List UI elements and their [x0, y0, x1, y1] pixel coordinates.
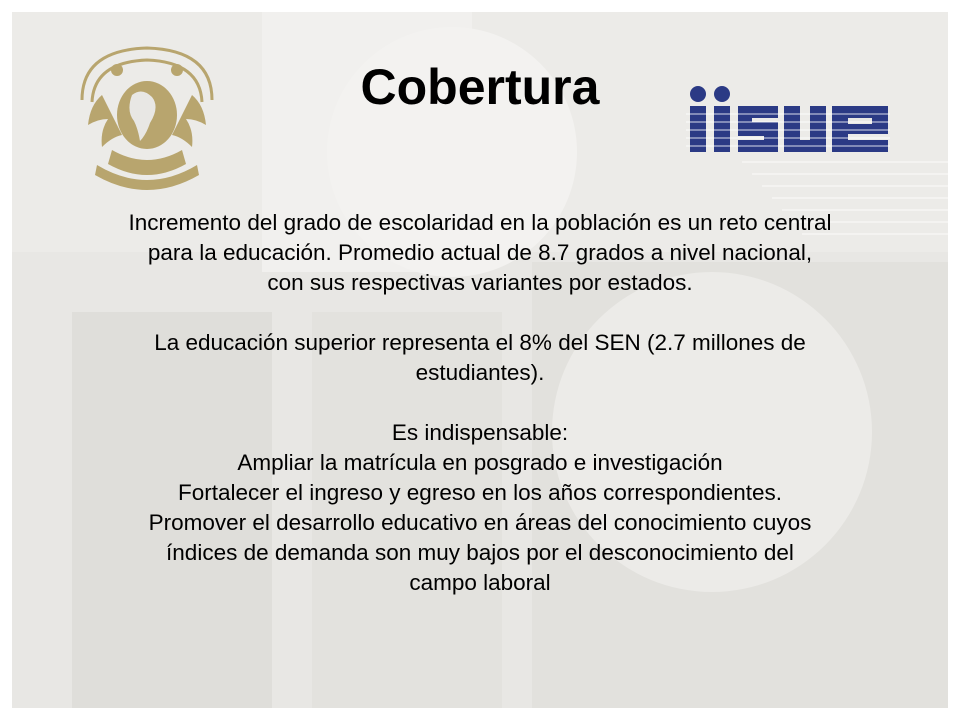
text-line: Es indispensable: [391, 420, 569, 445]
text-line: campo laboral [409, 570, 551, 595]
unam-seal-icon [72, 40, 222, 195]
iisue-logo-icon [686, 82, 890, 154]
page-title: Cobertura [360, 59, 600, 115]
paragraph-indispensable [40, 418, 920, 598]
text-line: La educación superior representa el 8% del SEN (2.7 millones de [154, 330, 806, 355]
text-line: Incremento del grado de escolaridad en la población es un reto central [128, 210, 832, 235]
paragraph-educacion-superior [40, 328, 920, 388]
text-line: para la educación. Promedio actual de 8.7 grados a nivel nacional, [147, 240, 813, 265]
text-line: Ampliar la matrícula en posgrado e investigación [237, 450, 723, 475]
text-line: con sus respectivas variantes por estados. [267, 270, 693, 295]
text-line: Promover el desarrollo educativo en áreas del conocimiento cuyos [148, 510, 812, 535]
body-text [40, 208, 920, 598]
paragraph-escolaridad [40, 208, 920, 298]
text-line: Fortalecer el ingreso y egreso en los años correspondientes. [177, 480, 783, 505]
text-line: estudiantes). [415, 360, 545, 385]
text-line: índices de demanda son muy bajos por el desconocimiento del [166, 540, 794, 565]
